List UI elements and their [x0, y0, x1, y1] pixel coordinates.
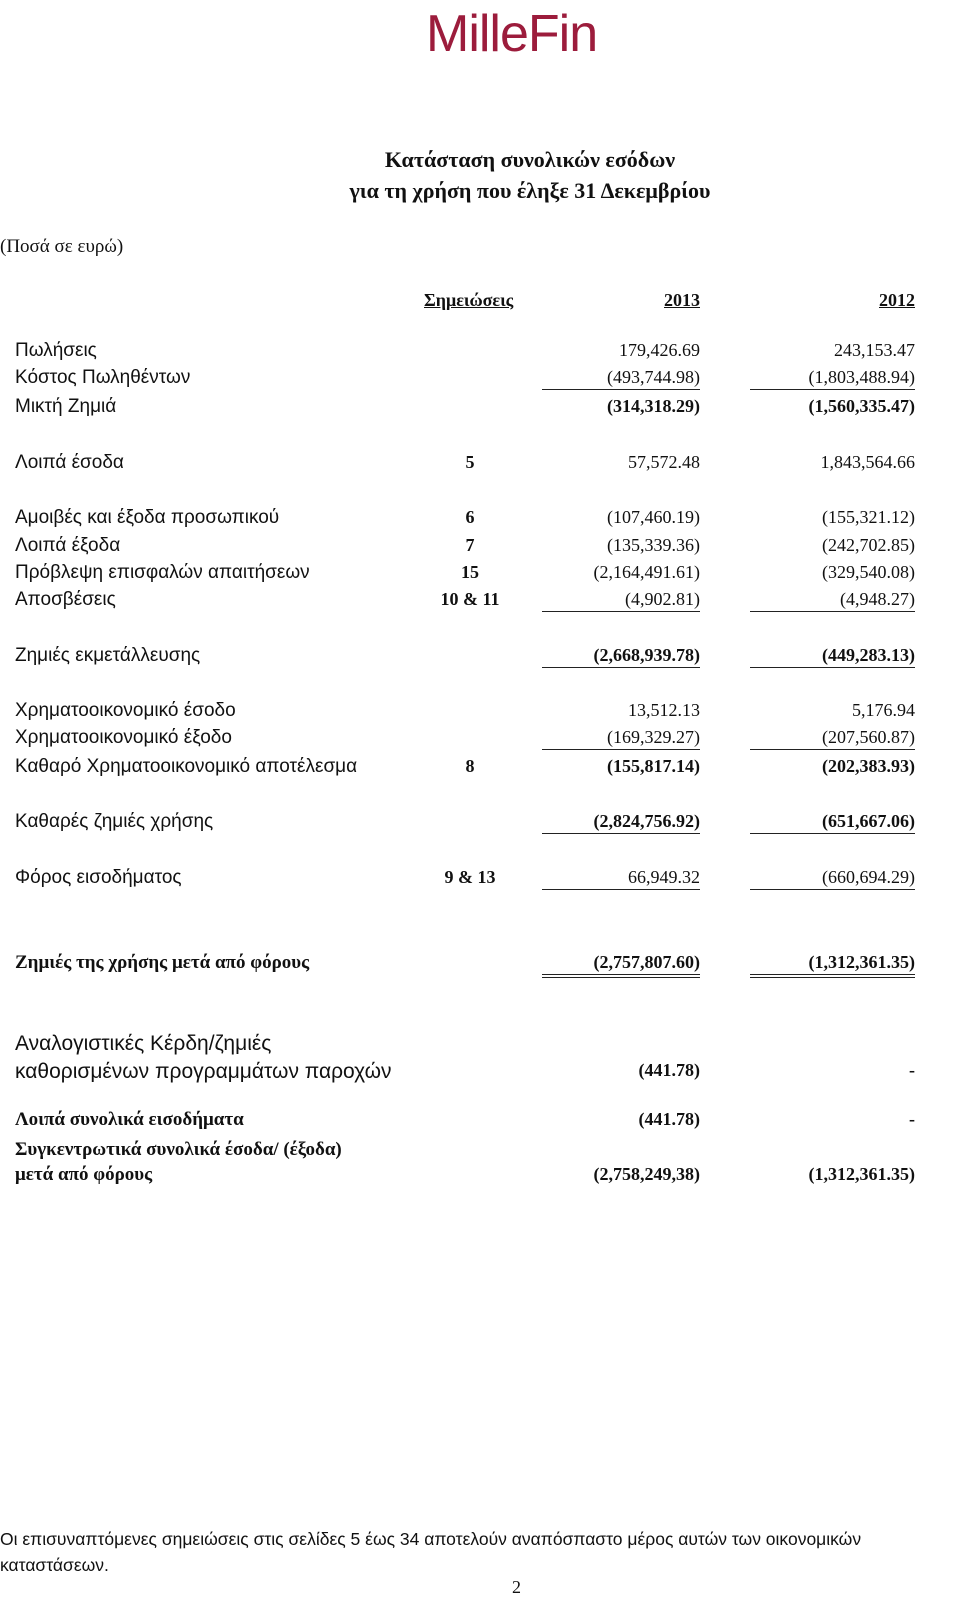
- value-2012: (202,383.93): [822, 756, 915, 776]
- row-net-loss: [0, 811, 960, 837]
- row-label: Φόρος εισοδήματος: [15, 867, 182, 888]
- row-actuarial: [0, 1060, 960, 1086]
- row-total-line1: [0, 1139, 960, 1165]
- row-label: Συγκεντρωτικά συνολικά έσοδα/ (έξοδα): [15, 1139, 342, 1160]
- row-income-tax: [0, 867, 960, 893]
- value-2013: 57,572.48: [628, 452, 700, 472]
- value-2012: (1,803,488.94): [750, 367, 915, 390]
- row-label: Αμοιβές και έξοδα προσωπικού: [15, 507, 280, 528]
- value-2013: 66,949.32: [542, 867, 700, 890]
- value-2013: (4,902.81): [542, 589, 700, 612]
- value-2013: 179,426.69: [619, 340, 700, 360]
- row-sales: [0, 340, 960, 366]
- row-label: καθορισμένων προγραμμάτων παροχών: [15, 1060, 392, 1083]
- value-2013: (169,329.27): [542, 727, 700, 750]
- row-label: Αποσβέσεις: [15, 589, 116, 610]
- row-other-income: [0, 452, 960, 478]
- value-2012: 1,843,564.66: [820, 452, 915, 472]
- row-gross-loss: [0, 396, 960, 422]
- note-ref: 9 & 13: [444, 867, 496, 887]
- row-label: Πρόβλεψη επισφαλών απαιτήσεων: [15, 562, 310, 583]
- currency-note: (Ποσά σε ευρώ): [0, 236, 124, 257]
- note-ref: 5: [465, 452, 475, 472]
- year-2012-header: 2012: [879, 290, 915, 310]
- value-2012: 243,153.47: [834, 340, 915, 360]
- millefin-logo: MilleFin: [426, 5, 598, 63]
- row-finance-expense: [0, 727, 960, 753]
- value-2012: (4,948.27): [750, 589, 915, 612]
- value-2012: (660,694.29): [750, 867, 915, 890]
- value-2013: (314,318.29): [607, 396, 700, 416]
- row-label: Χρηματοοικονομικό έσοδο: [15, 700, 236, 721]
- statement-subtitle: για τη χρήση που έληξε 31 Δεκεμβρίου: [349, 178, 711, 203]
- footer-note: Οι επισυναπτόμενες σημειώσεις στις σελίδες 5 έως 34 αποτελούν αναπόσπαστο μέρος αυτών των οικονομικών καταστάσεων.: [0, 1529, 862, 1575]
- value-2013: (2,757,807.60): [542, 952, 700, 978]
- row-label: Καθαρό Χρηματοοικονομικό αποτέλεσμα: [15, 756, 358, 777]
- row-label: Χρηματοοικονομικό έξοδο: [15, 727, 232, 748]
- note-ref: 8: [465, 756, 475, 776]
- value-2013: (107,460.19): [607, 507, 700, 527]
- value-2013: (2,164,491.61): [593, 562, 700, 582]
- value-2012: 5,176.94: [852, 700, 915, 720]
- row-label: Πωλήσεις: [15, 340, 97, 361]
- page-number: 2: [512, 1577, 521, 1597]
- row-label: μετά από φόρους: [15, 1164, 153, 1185]
- row-label: Αναλογιστικές Κέρδη/ζημιές: [15, 1032, 272, 1055]
- row-net-finance-result: [0, 756, 960, 782]
- year-2013-header: 2013: [664, 290, 700, 310]
- notes-column-header: Σημειώσεις: [424, 290, 514, 310]
- row-loss-after-tax: [0, 952, 960, 978]
- row-label: Λοιπά συνολικά εισοδήματα: [15, 1109, 244, 1130]
- value-2012: (329,540.08): [822, 562, 915, 582]
- value-2013: (2,668,939.78): [542, 645, 700, 668]
- note-ref: 6: [465, 507, 475, 527]
- value-2013: (441.78): [638, 1060, 700, 1080]
- row-finance-income: [0, 700, 960, 726]
- value-2013: (135,339.36): [607, 535, 700, 555]
- value-2013: (493,744.98): [542, 367, 700, 390]
- value-2012: -: [909, 1109, 915, 1129]
- note-ref: 15: [461, 562, 479, 582]
- row-label: Μικτή Ζημιά: [15, 396, 117, 417]
- row-actuarial-line1: [0, 1032, 960, 1058]
- row-label: Λοιπά έσοδα: [15, 452, 124, 473]
- row-operating-loss: [0, 645, 960, 671]
- value-2012: (242,702.85): [822, 535, 915, 555]
- row-other-expenses: [0, 535, 960, 561]
- value-2012: (651,667.06): [750, 811, 915, 834]
- row-staff-costs: [0, 507, 960, 533]
- value-2012: (1,312,361.35): [808, 1164, 915, 1184]
- row-label: Καθαρές ζημιές χρήσης: [15, 811, 214, 832]
- note-ref: 10 & 11: [440, 589, 500, 609]
- value-2012: (155,321.12): [822, 507, 915, 527]
- value-2013: 13,512.13: [628, 700, 700, 720]
- value-2012: (1,560,335.47): [808, 396, 915, 416]
- row-label: Ζημιές εκμετάλλευσης: [15, 645, 201, 666]
- row-label: Ζημιές της χρήσης μετά από φόρους: [15, 952, 310, 973]
- row-total-comprehensive: [0, 1164, 960, 1190]
- value-2013: (155,817.14): [607, 756, 700, 776]
- row-depreciation: [0, 589, 960, 615]
- value-2012: (449,283.13): [750, 645, 915, 668]
- statement-title: Κατάσταση συνολικών εσόδων: [384, 147, 676, 172]
- value-2013: (2,824,756.92): [542, 811, 700, 834]
- value-2012: (1,312,361.35): [750, 952, 915, 978]
- value-2012: -: [909, 1060, 915, 1080]
- row-label: Κόστος Πωληθέντων: [15, 367, 191, 388]
- row-bad-debt-provision: [0, 562, 960, 588]
- value-2012: (207,560.87): [750, 727, 915, 750]
- note-ref: 7: [465, 535, 475, 555]
- row-cost-of-sales: [0, 367, 960, 393]
- row-label: Λοιπά έξοδα: [15, 535, 121, 556]
- row-other-comprehensive-income: [0, 1109, 960, 1135]
- value-2013: (2,758,249,38): [593, 1164, 700, 1184]
- value-2013: (441.78): [638, 1109, 700, 1129]
